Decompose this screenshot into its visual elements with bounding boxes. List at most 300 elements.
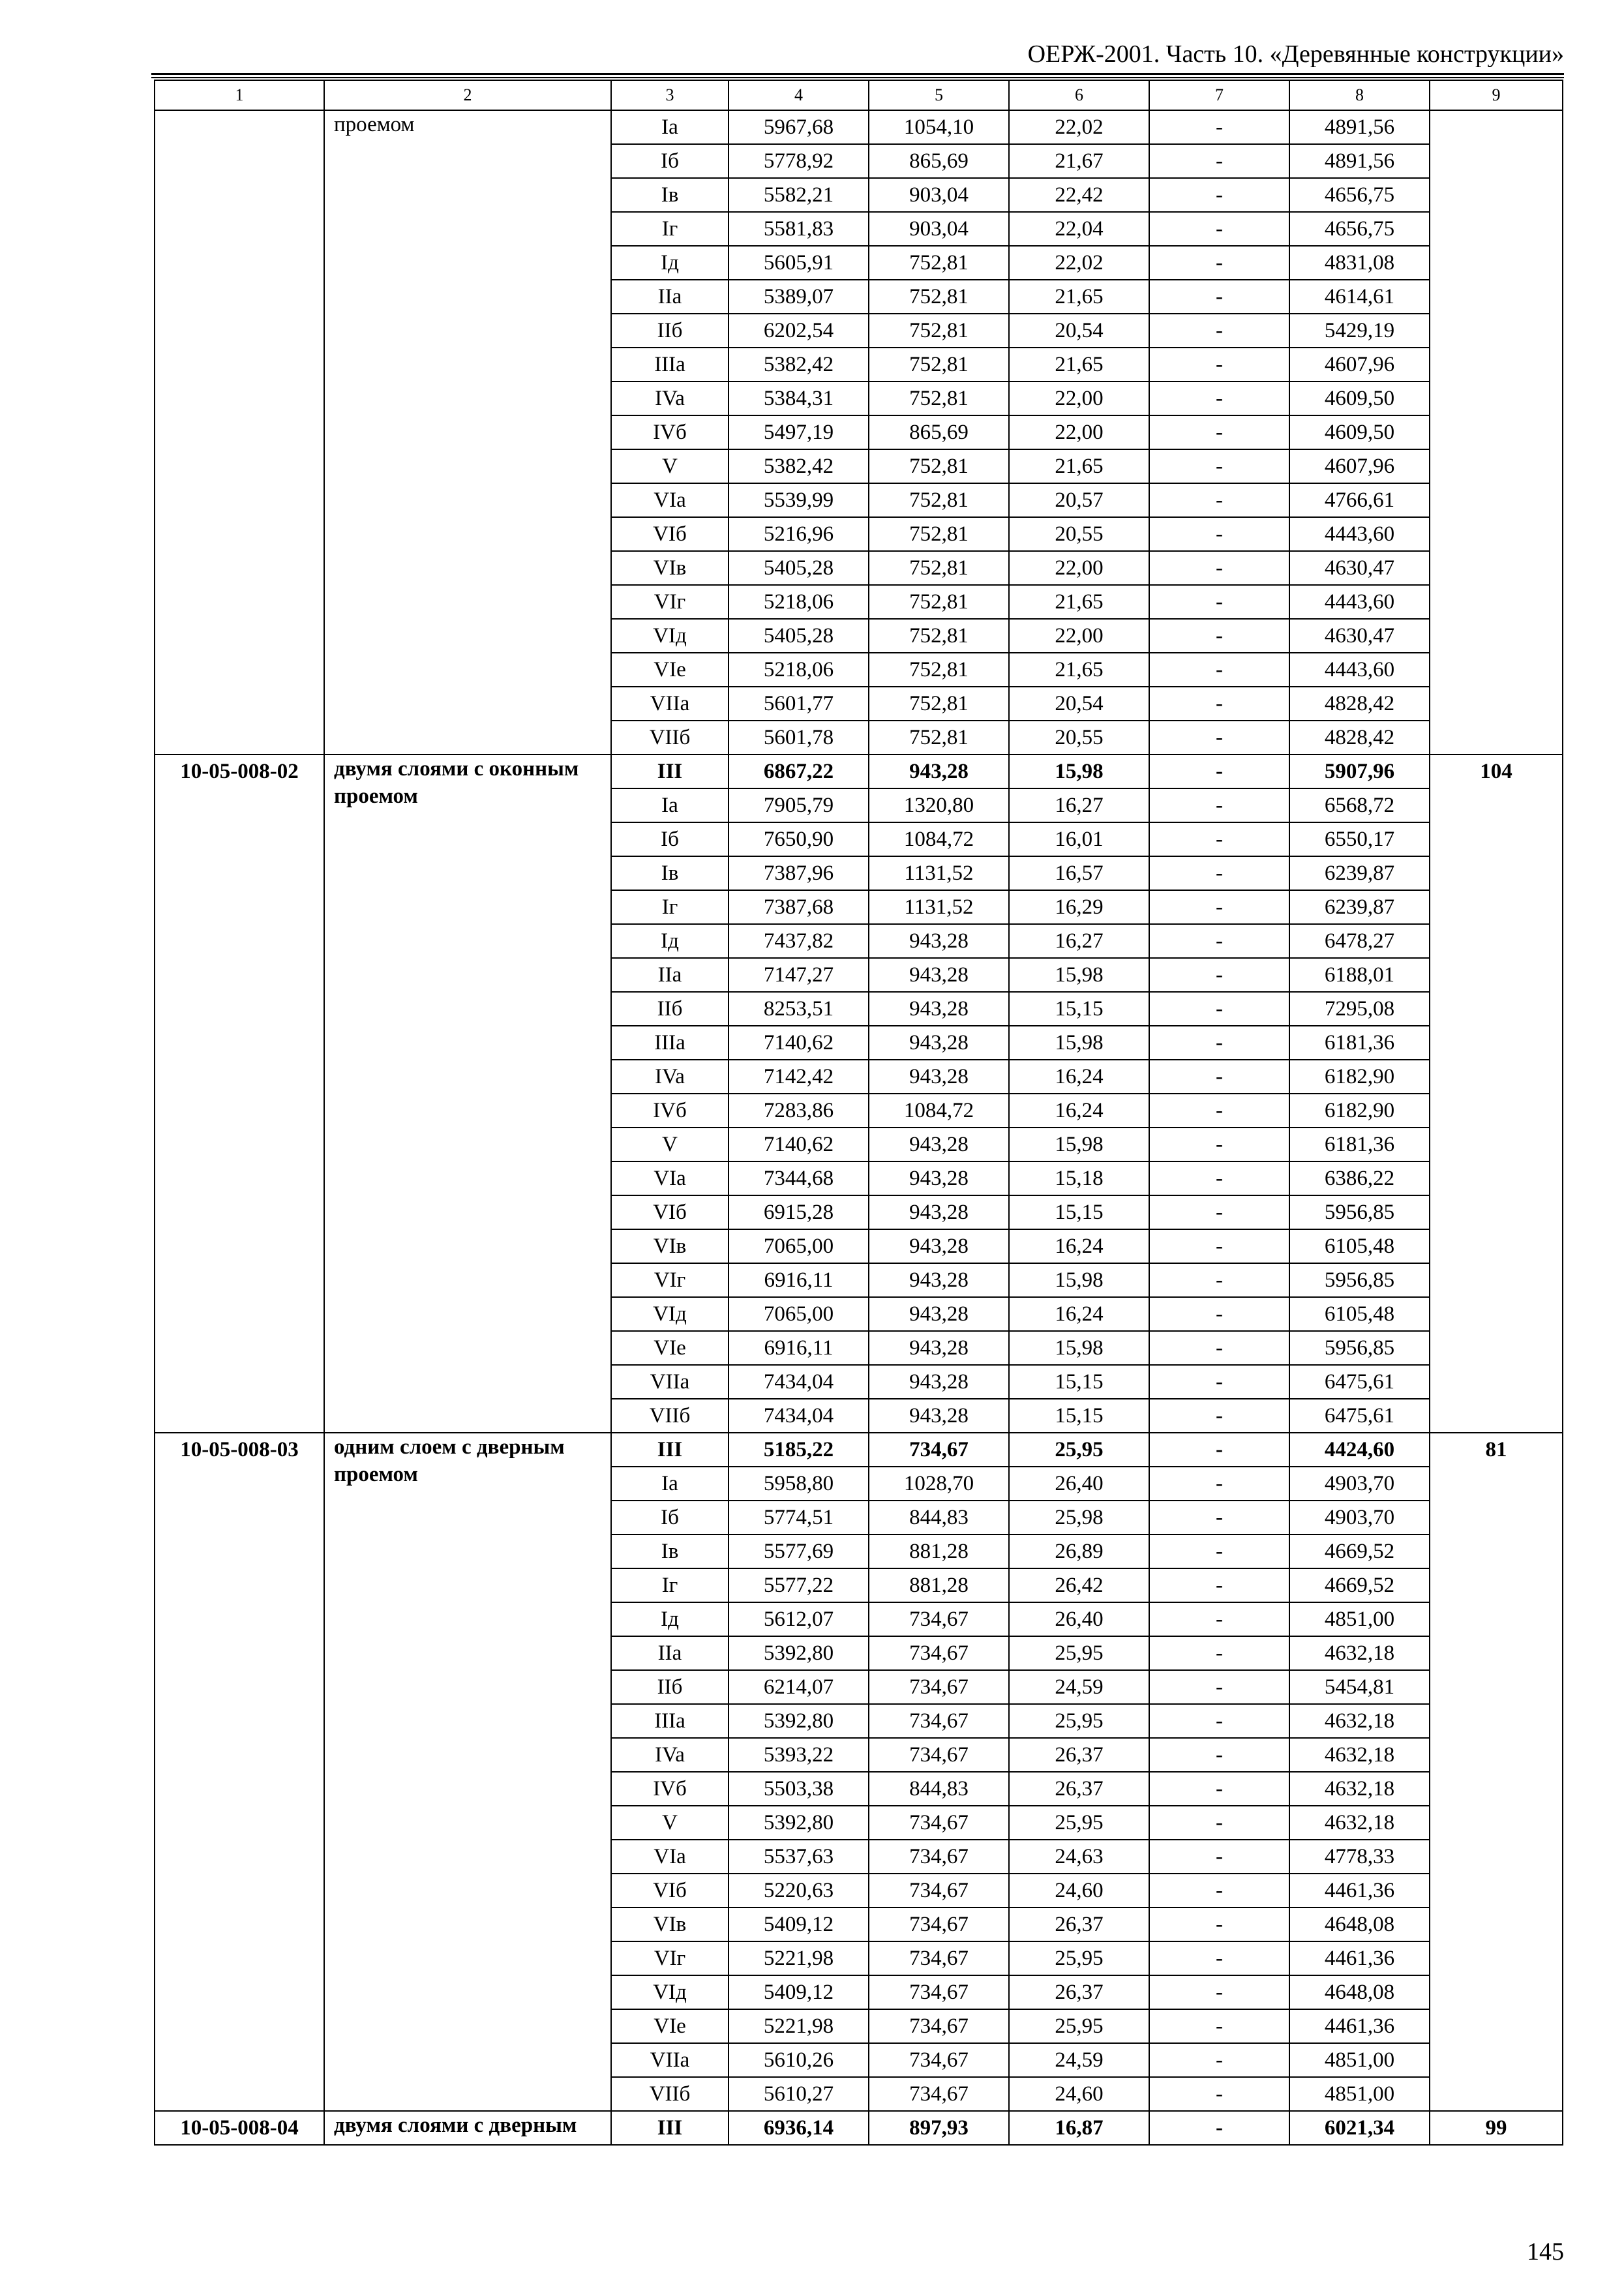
direct-cost-cell: 5537,63	[729, 1840, 869, 1874]
zone-code-cell: Ia	[611, 110, 729, 144]
machine-cost-cell: 22,42	[1009, 178, 1149, 212]
material-cost-cell: 6478,27	[1289, 924, 1430, 958]
machine-cost-cell: 26,89	[1009, 1534, 1149, 1568]
rate-code: 10-05-008-02	[155, 755, 324, 1433]
rate-code: 10-05-008-04	[155, 2111, 324, 2145]
machine-cost-cell: 24,59	[1009, 1670, 1149, 1704]
rate-code: 10-05-008-03	[155, 1433, 324, 2111]
operator-cost-cell: -	[1149, 1229, 1289, 1263]
operator-cost-cell: -	[1149, 1704, 1289, 1738]
labor-cost-cell: 734,67	[869, 1908, 1009, 1941]
operator-cost-cell: -	[1149, 1636, 1289, 1670]
operator-cost-cell: -	[1149, 585, 1289, 619]
labor-cost-cell: 865,69	[869, 144, 1009, 178]
direct-cost-cell: 7434,04	[729, 1399, 869, 1433]
zone-code-cell: IIIa	[611, 1026, 729, 1060]
operator-cost-cell: -	[1149, 415, 1289, 449]
zone-code-cell: VIб	[611, 1874, 729, 1908]
operator-cost-cell: -	[1149, 1195, 1289, 1229]
material-cost-cell: 4461,36	[1289, 1874, 1430, 1908]
material-cost-cell: 6181,36	[1289, 1026, 1430, 1060]
zone-code-cell: Ia	[611, 1467, 729, 1501]
machine-cost-cell: 16,24	[1009, 1094, 1149, 1128]
material-cost-cell: 4828,42	[1289, 721, 1430, 755]
labor-cost-cell: 1131,52	[869, 890, 1009, 924]
labor-cost-cell: 844,83	[869, 1501, 1009, 1534]
labor-cost-cell: 943,28	[869, 1297, 1009, 1331]
work-description: одним слоем с дверным проемом	[324, 1433, 611, 2111]
zone-code-cell: VIIб	[611, 2077, 729, 2111]
material-cost-cell: 5454,81	[1289, 1670, 1430, 1704]
machine-cost-cell: 15,98	[1009, 1331, 1149, 1365]
direct-cost-cell: 5389,07	[729, 280, 869, 314]
zone-code-cell: VIIб	[611, 1399, 729, 1433]
material-cost-cell: 6105,48	[1289, 1229, 1430, 1263]
direct-cost-cell: 7905,79	[729, 788, 869, 822]
operator-cost-cell: -	[1149, 1263, 1289, 1297]
operator-cost-cell: -	[1149, 1670, 1289, 1704]
machine-cost-cell: 21,65	[1009, 280, 1149, 314]
zone-code-cell: IIIa	[611, 348, 729, 382]
labor-cost-cell: 752,81	[869, 619, 1009, 653]
direct-cost-cell: 5577,22	[729, 1568, 869, 1602]
material-cost-cell: 6239,87	[1289, 856, 1430, 890]
zone-code-cell: VIa	[611, 483, 729, 517]
operator-cost-cell: -	[1149, 1772, 1289, 1806]
zone-code-cell: IIб	[611, 314, 729, 348]
direct-cost-cell: 5610,27	[729, 2077, 869, 2111]
direct-cost-cell: 7065,00	[729, 1297, 869, 1331]
zone-code-cell: Iб	[611, 1501, 729, 1534]
operator-cost-cell: -	[1149, 653, 1289, 687]
labor-cost-cell: 943,28	[869, 1263, 1009, 1297]
table-row	[155, 110, 1563, 144]
machine-cost-cell: 15,98	[1009, 1263, 1149, 1297]
direct-cost-cell: 5778,92	[729, 144, 869, 178]
operator-cost-cell: -	[1149, 551, 1289, 585]
zone-code-cell: IVa	[611, 1738, 729, 1772]
direct-cost-cell: 6916,11	[729, 1263, 869, 1297]
direct-cost-cell: 5967,68	[729, 110, 869, 144]
labor-cost-cell: 734,67	[869, 1704, 1009, 1738]
operator-cost-cell: -	[1149, 1467, 1289, 1501]
operator-cost-cell: -	[1149, 755, 1289, 788]
material-cost-cell: 4891,56	[1289, 110, 1430, 144]
labor-cost-cell: 1028,70	[869, 1467, 1009, 1501]
machine-cost-cell: 21,67	[1009, 144, 1149, 178]
material-cost-cell: 4461,36	[1289, 1941, 1430, 1975]
direct-cost-cell: 7142,42	[729, 1060, 869, 1094]
direct-cost-cell: 7140,62	[729, 1128, 869, 1161]
zone-code-cell: VIв	[611, 551, 729, 585]
direct-cost-cell: 5382,42	[729, 348, 869, 382]
machine-cost-cell: 22,00	[1009, 551, 1149, 585]
operator-cost-cell: -	[1149, 1941, 1289, 1975]
zone-code-cell: IVб	[611, 1772, 729, 1806]
operator-cost-cell: -	[1149, 890, 1289, 924]
direct-cost-cell: 7283,86	[729, 1094, 869, 1128]
operator-cost-cell: -	[1149, 924, 1289, 958]
column-header: 8	[1289, 80, 1430, 110]
operator-cost-cell: -	[1149, 1128, 1289, 1161]
machine-cost-cell: 22,00	[1009, 382, 1149, 415]
material-cost-cell: 6181,36	[1289, 1128, 1430, 1161]
direct-cost-cell: 5216,96	[729, 517, 869, 551]
machine-cost-cell: 16,24	[1009, 1229, 1149, 1263]
machine-cost-cell: 16,29	[1009, 890, 1149, 924]
table-row	[155, 755, 1563, 788]
material-cost-cell: 4632,18	[1289, 1636, 1430, 1670]
material-cost-cell: 4607,96	[1289, 348, 1430, 382]
direct-cost-cell: 5610,26	[729, 2043, 869, 2077]
machine-cost-cell: 24,59	[1009, 2043, 1149, 2077]
operator-cost-cell: -	[1149, 280, 1289, 314]
zone-code-cell: IVб	[611, 1094, 729, 1128]
material-cost-cell: 4632,18	[1289, 1738, 1430, 1772]
material-cost-cell: 4766,61	[1289, 483, 1430, 517]
direct-cost-cell: 5185,22	[729, 1433, 869, 1467]
column-header: 2	[324, 80, 611, 110]
machine-cost-cell: 15,18	[1009, 1161, 1149, 1195]
labor-cost-cell: 752,81	[869, 551, 1009, 585]
zone-code-cell: IIa	[611, 958, 729, 992]
column-header: 1	[155, 80, 324, 110]
material-cost-cell: 5956,85	[1289, 1195, 1430, 1229]
material-cost-cell: 4609,50	[1289, 382, 1430, 415]
zone-code-cell: Iд	[611, 1602, 729, 1636]
operator-cost-cell: -	[1149, 1331, 1289, 1365]
labor-cost-cell: 943,28	[869, 1331, 1009, 1365]
labor-hours: 104	[1430, 755, 1563, 1433]
zone-code-cell: IIa	[611, 1636, 729, 1670]
operator-cost-cell: -	[1149, 1399, 1289, 1433]
column-header: 6	[1009, 80, 1149, 110]
direct-cost-cell: 5393,22	[729, 1738, 869, 1772]
machine-cost-cell: 26,37	[1009, 1738, 1149, 1772]
machine-cost-cell: 21,65	[1009, 653, 1149, 687]
machine-cost-cell: 24,60	[1009, 2077, 1149, 2111]
machine-cost-cell: 15,15	[1009, 992, 1149, 1026]
zone-code-cell: Iб	[611, 822, 729, 856]
operator-cost-cell: -	[1149, 348, 1289, 382]
machine-cost-cell: 16,27	[1009, 788, 1149, 822]
machine-cost-cell: 20,55	[1009, 721, 1149, 755]
operator-cost-cell: -	[1149, 1365, 1289, 1399]
direct-cost-cell: 5384,31	[729, 382, 869, 415]
material-cost-cell: 4614,61	[1289, 280, 1430, 314]
column-header: 4	[729, 80, 869, 110]
material-cost-cell: 4461,36	[1289, 2009, 1430, 2043]
labor-cost-cell: 734,67	[869, 1874, 1009, 1908]
material-cost-cell: 4903,70	[1289, 1501, 1430, 1534]
labor-cost-cell: 943,28	[869, 1128, 1009, 1161]
zone-code-cell: VIг	[611, 585, 729, 619]
zone-code-cell: Iв	[611, 856, 729, 890]
machine-cost-cell: 25,98	[1009, 1501, 1149, 1534]
zone-code-cell: VIIa	[611, 2043, 729, 2077]
zone-code-cell: VIд	[611, 619, 729, 653]
labor-cost-cell: 734,67	[869, 1636, 1009, 1670]
labor-cost-cell: 734,67	[869, 2043, 1009, 2077]
labor-cost-cell: 734,67	[869, 2077, 1009, 2111]
operator-cost-cell: -	[1149, 1433, 1289, 1467]
material-cost-cell: 4656,75	[1289, 178, 1430, 212]
machine-cost-cell: 16,57	[1009, 856, 1149, 890]
page-header: ОЕРЖ-2001. Часть 10. «Деревянные конструкции»	[1027, 40, 1564, 68]
material-cost-cell: 6550,17	[1289, 822, 1430, 856]
direct-cost-cell: 5581,83	[729, 212, 869, 246]
zone-code-cell: VIд	[611, 1975, 729, 2009]
machine-cost-cell: 20,55	[1009, 517, 1149, 551]
machine-cost-cell: 25,95	[1009, 1806, 1149, 1840]
material-cost-cell: 4443,60	[1289, 585, 1430, 619]
operator-cost-cell: -	[1149, 1568, 1289, 1602]
material-cost-cell: 4891,56	[1289, 144, 1430, 178]
material-cost-cell: 4851,00	[1289, 2077, 1430, 2111]
direct-cost-cell: 7147,27	[729, 958, 869, 992]
material-cost-cell: 4851,00	[1289, 1602, 1430, 1636]
labor-cost-cell: 734,67	[869, 1738, 1009, 1772]
material-cost-cell: 4632,18	[1289, 1704, 1430, 1738]
zone-code-cell: III	[611, 755, 729, 788]
material-cost-cell: 4851,00	[1289, 2043, 1430, 2077]
labor-cost-cell: 752,81	[869, 721, 1009, 755]
material-cost-cell: 6188,01	[1289, 958, 1430, 992]
direct-cost-cell: 5605,91	[729, 246, 869, 280]
labor-hours: 99	[1430, 2111, 1563, 2145]
material-cost-cell: 4609,50	[1289, 415, 1430, 449]
material-cost-cell: 5956,85	[1289, 1263, 1430, 1297]
labor-cost-cell: 752,81	[869, 314, 1009, 348]
machine-cost-cell: 16,87	[1009, 2111, 1149, 2145]
direct-cost-cell: 7650,90	[729, 822, 869, 856]
price-table	[154, 80, 1563, 2146]
column-header: 9	[1430, 80, 1563, 110]
labor-cost-cell: 752,81	[869, 687, 1009, 721]
zone-code-cell: VIe	[611, 2009, 729, 2043]
labor-cost-cell: 734,67	[869, 1806, 1009, 1840]
direct-cost-cell: 5218,06	[729, 653, 869, 687]
operator-cost-cell: -	[1149, 1806, 1289, 1840]
direct-cost-cell: 7434,04	[729, 1365, 869, 1399]
material-cost-cell: 4443,60	[1289, 517, 1430, 551]
machine-cost-cell: 24,63	[1009, 1840, 1149, 1874]
zone-code-cell: III	[611, 1433, 729, 1467]
operator-cost-cell: -	[1149, 144, 1289, 178]
operator-cost-cell: -	[1149, 1161, 1289, 1195]
labor-cost-cell: 752,81	[869, 517, 1009, 551]
operator-cost-cell: -	[1149, 382, 1289, 415]
zone-code-cell: IIa	[611, 280, 729, 314]
operator-cost-cell: -	[1149, 246, 1289, 280]
machine-cost-cell: 16,27	[1009, 924, 1149, 958]
labor-cost-cell: 752,81	[869, 585, 1009, 619]
material-cost-cell: 4424,60	[1289, 1433, 1430, 1467]
direct-cost-cell: 5218,06	[729, 585, 869, 619]
material-cost-cell: 4831,08	[1289, 246, 1430, 280]
machine-cost-cell: 24,60	[1009, 1874, 1149, 1908]
direct-cost-cell: 5958,80	[729, 1467, 869, 1501]
machine-cost-cell: 15,15	[1009, 1399, 1149, 1433]
direct-cost-cell: 7437,82	[729, 924, 869, 958]
labor-cost-cell: 943,28	[869, 1161, 1009, 1195]
direct-cost-cell: 7344,68	[729, 1161, 869, 1195]
labor-cost-cell: 943,28	[869, 924, 1009, 958]
table-row	[155, 1433, 1563, 1467]
machine-cost-cell: 26,42	[1009, 1568, 1149, 1602]
operator-cost-cell: -	[1149, 483, 1289, 517]
material-cost-cell: 4828,42	[1289, 687, 1430, 721]
work-description: двумя слоями с дверным	[324, 2111, 611, 2145]
column-header: 3	[611, 80, 729, 110]
direct-cost-cell: 5405,28	[729, 619, 869, 653]
operator-cost-cell: -	[1149, 992, 1289, 1026]
operator-cost-cell: -	[1149, 2009, 1289, 2043]
labor-cost-cell: 943,28	[869, 755, 1009, 788]
machine-cost-cell: 16,24	[1009, 1297, 1149, 1331]
machine-cost-cell: 22,00	[1009, 619, 1149, 653]
operator-cost-cell: -	[1149, 1602, 1289, 1636]
zone-code-cell: VIa	[611, 1161, 729, 1195]
labor-hours	[1430, 110, 1563, 755]
labor-cost-cell: 734,67	[869, 1433, 1009, 1467]
operator-cost-cell: -	[1149, 687, 1289, 721]
labor-cost-cell: 844,83	[869, 1772, 1009, 1806]
zone-code-cell: Ia	[611, 788, 729, 822]
direct-cost-cell: 6936,14	[729, 2111, 869, 2145]
operator-cost-cell: -	[1149, 958, 1289, 992]
material-cost-cell: 6105,48	[1289, 1297, 1430, 1331]
operator-cost-cell: -	[1149, 1060, 1289, 1094]
direct-cost-cell: 5409,12	[729, 1975, 869, 2009]
column-header-row	[155, 80, 1563, 110]
machine-cost-cell: 20,54	[1009, 687, 1149, 721]
labor-cost-cell: 943,28	[869, 1399, 1009, 1433]
direct-cost-cell: 5409,12	[729, 1908, 869, 1941]
direct-cost-cell: 5392,80	[729, 1806, 869, 1840]
labor-cost-cell: 1084,72	[869, 822, 1009, 856]
direct-cost-cell: 7140,62	[729, 1026, 869, 1060]
header-rule	[151, 73, 1564, 75]
labor-cost-cell: 881,28	[869, 1568, 1009, 1602]
material-cost-cell: 6475,61	[1289, 1365, 1430, 1399]
machine-cost-cell: 15,98	[1009, 1026, 1149, 1060]
labor-cost-cell: 943,28	[869, 992, 1009, 1026]
labor-cost-cell: 943,28	[869, 1195, 1009, 1229]
machine-cost-cell: 25,95	[1009, 1433, 1149, 1467]
material-cost-cell: 4630,47	[1289, 551, 1430, 585]
material-cost-cell: 6182,90	[1289, 1094, 1430, 1128]
direct-cost-cell: 5539,99	[729, 483, 869, 517]
direct-cost-cell: 5582,21	[729, 178, 869, 212]
material-cost-cell: 4443,60	[1289, 653, 1430, 687]
operator-cost-cell: -	[1149, 619, 1289, 653]
direct-cost-cell: 6916,11	[729, 1331, 869, 1365]
zone-code-cell: VIa	[611, 1840, 729, 1874]
direct-cost-cell: 6915,28	[729, 1195, 869, 1229]
operator-cost-cell: -	[1149, 1501, 1289, 1534]
zone-code-cell: VIг	[611, 1941, 729, 1975]
zone-code-cell: Iд	[611, 246, 729, 280]
material-cost-cell: 5429,19	[1289, 314, 1430, 348]
labor-cost-cell: 943,28	[869, 958, 1009, 992]
zone-code-cell: III	[611, 2111, 729, 2145]
zone-code-cell: IVa	[611, 382, 729, 415]
machine-cost-cell: 26,37	[1009, 1908, 1149, 1941]
zone-code-cell: VIIa	[611, 687, 729, 721]
direct-cost-cell: 5612,07	[729, 1602, 869, 1636]
machine-cost-cell: 21,65	[1009, 449, 1149, 483]
work-description: двумя слоями с оконным проемом	[324, 755, 611, 1433]
operator-cost-cell: -	[1149, 1975, 1289, 2009]
material-cost-cell: 4656,75	[1289, 212, 1430, 246]
machine-cost-cell: 15,15	[1009, 1365, 1149, 1399]
machine-cost-cell: 21,65	[1009, 348, 1149, 382]
material-cost-cell: 4648,08	[1289, 1908, 1430, 1941]
direct-cost-cell: 8253,51	[729, 992, 869, 1026]
operator-cost-cell: -	[1149, 2077, 1289, 2111]
material-cost-cell: 4632,18	[1289, 1772, 1430, 1806]
zone-code-cell: Iб	[611, 144, 729, 178]
zone-code-cell: VIe	[611, 1331, 729, 1365]
column-header: 5	[869, 80, 1009, 110]
machine-cost-cell: 25,95	[1009, 1704, 1149, 1738]
zone-code-cell: IVa	[611, 1060, 729, 1094]
zone-code-cell: VIг	[611, 1263, 729, 1297]
machine-cost-cell: 25,95	[1009, 1636, 1149, 1670]
zone-code-cell: V	[611, 1128, 729, 1161]
operator-cost-cell: -	[1149, 1874, 1289, 1908]
direct-cost-cell: 5392,80	[729, 1704, 869, 1738]
labor-cost-cell: 943,28	[869, 1365, 1009, 1399]
operator-cost-cell: -	[1149, 2111, 1289, 2145]
zone-code-cell: IIб	[611, 1670, 729, 1704]
zone-code-cell: VIв	[611, 1229, 729, 1263]
operator-cost-cell: -	[1149, 788, 1289, 822]
operator-cost-cell: -	[1149, 517, 1289, 551]
direct-cost-cell: 5601,78	[729, 721, 869, 755]
machine-cost-cell: 15,98	[1009, 1128, 1149, 1161]
labor-cost-cell: 734,67	[869, 1941, 1009, 1975]
machine-cost-cell: 22,00	[1009, 415, 1149, 449]
operator-cost-cell: -	[1149, 856, 1289, 890]
material-cost-cell: 4632,18	[1289, 1806, 1430, 1840]
machine-cost-cell: 15,98	[1009, 755, 1149, 788]
operator-cost-cell: -	[1149, 1738, 1289, 1772]
zone-code-cell: VIб	[611, 1195, 729, 1229]
zone-code-cell: IIIa	[611, 1704, 729, 1738]
material-cost-cell: 5907,96	[1289, 755, 1430, 788]
zone-code-cell: VIб	[611, 517, 729, 551]
labor-cost-cell: 752,81	[869, 280, 1009, 314]
zone-code-cell: Iг	[611, 1568, 729, 1602]
zone-code-cell: V	[611, 1806, 729, 1840]
material-cost-cell: 5956,85	[1289, 1331, 1430, 1365]
labor-cost-cell: 734,67	[869, 2009, 1009, 2043]
direct-cost-cell: 5497,19	[729, 415, 869, 449]
zone-code-cell: VIIa	[611, 1365, 729, 1399]
labor-cost-cell: 865,69	[869, 415, 1009, 449]
material-cost-cell: 6386,22	[1289, 1161, 1430, 1195]
labor-cost-cell: 1131,52	[869, 856, 1009, 890]
operator-cost-cell: -	[1149, 1840, 1289, 1874]
zone-code-cell: VIIб	[611, 721, 729, 755]
direct-cost-cell: 7387,68	[729, 890, 869, 924]
labor-cost-cell: 734,67	[869, 1602, 1009, 1636]
labor-hours: 81	[1430, 1433, 1563, 2111]
machine-cost-cell: 25,95	[1009, 2009, 1149, 2043]
column-header: 7	[1149, 80, 1289, 110]
